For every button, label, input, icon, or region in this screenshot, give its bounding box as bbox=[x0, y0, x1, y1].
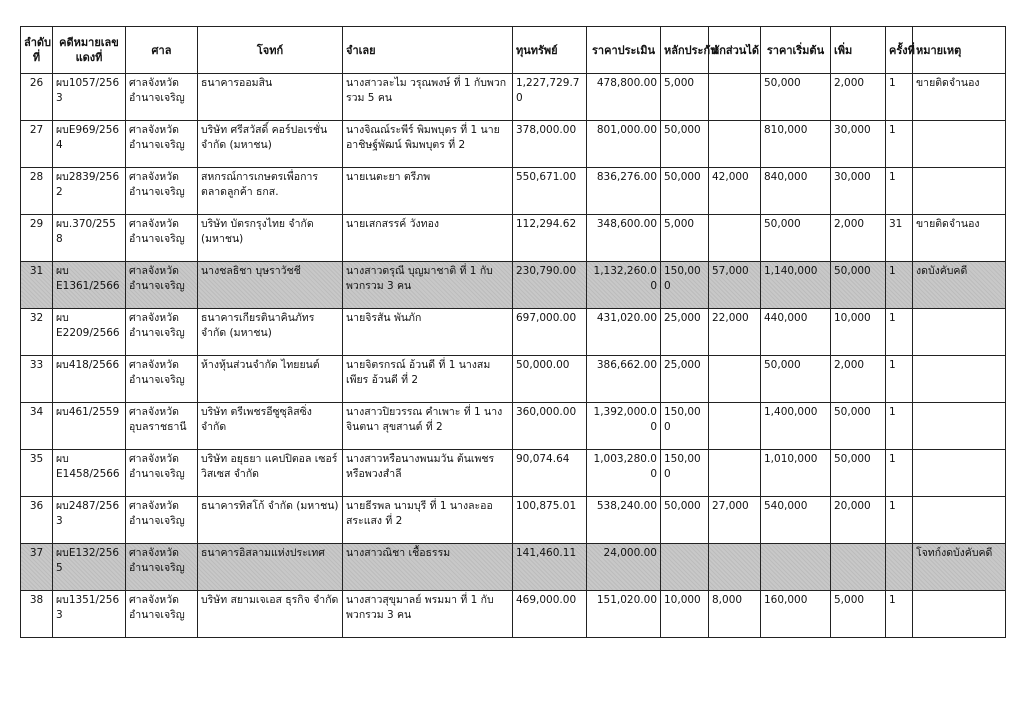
row-round bbox=[886, 544, 913, 591]
row-plaintiff: สหกรณ์การเกษตรเพื่อการตลาดลูกค้า ธกส. bbox=[198, 168, 343, 215]
row-note bbox=[913, 356, 1006, 403]
row-appraisal: 431,020.00 bbox=[587, 309, 661, 356]
row-start-price: 50,000 bbox=[761, 74, 831, 121]
row-plaintiff: บริษัท อยุธยา แคปปิตอล เซอร์วิสเซส จำกัด bbox=[198, 450, 343, 497]
row-note bbox=[913, 591, 1006, 638]
row-round: 1 bbox=[886, 121, 913, 168]
row-case-number: ผบ1057/2563 bbox=[53, 74, 126, 121]
row-deduct bbox=[709, 403, 761, 450]
row-plaintiff: ห้างหุ้นส่วนจำกัด ไทยยนต์ bbox=[198, 356, 343, 403]
row-defendant: นางสาวปิยวรรณ คำเพาะ ที่ 1 นางจินตนา สุขสานต์ ที่ 2 bbox=[343, 403, 513, 450]
auction-table-sheet bbox=[20, 26, 1005, 638]
row-no: 29 bbox=[21, 215, 53, 262]
table-row bbox=[21, 215, 1006, 262]
row-no: 32 bbox=[21, 309, 53, 356]
header-appraisal: ราคาประเมิน bbox=[587, 27, 661, 74]
row-increment bbox=[831, 544, 886, 591]
row-capital: 697,000.00 bbox=[513, 309, 587, 356]
row-plaintiff: ธนาคารเกียรตินาคินภัทร จำกัด (มหาชน) bbox=[198, 309, 343, 356]
row-appraisal: 1,003,280.00 bbox=[587, 450, 661, 497]
row-plaintiff: บริษัท ศรีสวัสดิ์ คอร์ปอเรชั่น จำกัด (มหาชน) bbox=[198, 121, 343, 168]
row-court: ศาลจังหวัดอำนาจเจริญ bbox=[126, 74, 198, 121]
row-round: 1 bbox=[886, 591, 913, 638]
table-row bbox=[21, 356, 1006, 403]
row-case-number: ผบ2487/2563 bbox=[53, 497, 126, 544]
row-appraisal: 1,392,000.00 bbox=[587, 403, 661, 450]
row-court: ศาลจังหวัดอำนาจเจริญ bbox=[126, 215, 198, 262]
row-deduct bbox=[709, 544, 761, 591]
row-deposit: 10,000 bbox=[661, 591, 709, 638]
row-no: 35 bbox=[21, 450, 53, 497]
row-case-number: ผบ418/2566 bbox=[53, 356, 126, 403]
row-start-price: 1,400,000 bbox=[761, 403, 831, 450]
header-capital: ทุนทรัพย์ bbox=[513, 27, 587, 74]
row-capital: 100,875.01 bbox=[513, 497, 587, 544]
table-row bbox=[21, 591, 1006, 638]
row-court: ศาลจังหวัดอำนาจเจริญ bbox=[126, 168, 198, 215]
row-defendant: นางสาวละไม วรุณพงษ์ ที่ 1 กับพวกรวม 5 คน bbox=[343, 74, 513, 121]
row-start-price: 810,000 bbox=[761, 121, 831, 168]
row-court: ศาลจังหวัดอำนาจเจริญ bbox=[126, 591, 198, 638]
row-deposit: 25,000 bbox=[661, 356, 709, 403]
header-deduct: หักส่วนได้ bbox=[709, 27, 761, 74]
row-deposit: 50,000 bbox=[661, 168, 709, 215]
row-appraisal: 801,000.00 bbox=[587, 121, 661, 168]
row-court: ศาลจังหวัดอำนาจเจริญ bbox=[126, 262, 198, 309]
row-deposit bbox=[661, 544, 709, 591]
row-start-price: 1,140,000 bbox=[761, 262, 831, 309]
header-plaintiff: โจทก์ bbox=[198, 27, 343, 74]
header-case: คดีหมายเลขแดงที่ bbox=[53, 27, 126, 74]
row-note bbox=[913, 121, 1006, 168]
row-round: 1 bbox=[886, 497, 913, 544]
row-deduct: 22,000 bbox=[709, 309, 761, 356]
row-defendant: นายเสกสรรค์ วังทอง bbox=[343, 215, 513, 262]
row-no: 38 bbox=[21, 591, 53, 638]
row-plaintiff: บริษัท สยามเจเอส ธุรกิจ จำกัด bbox=[198, 591, 343, 638]
row-start-price: 50,000 bbox=[761, 215, 831, 262]
row-note: ขายติดจำนอง bbox=[913, 215, 1006, 262]
row-no: 34 bbox=[21, 403, 53, 450]
row-court: ศาลจังหวัดอำนาจเจริญ bbox=[126, 544, 198, 591]
row-case-number: ผบ E1458/2566 bbox=[53, 450, 126, 497]
row-defendant: นางสาวสุขุมาลย์ พรมมา ที่ 1 กับพวกรวม 3 คน bbox=[343, 591, 513, 638]
row-deposit: 150,000 bbox=[661, 403, 709, 450]
row-plaintiff: ธนาคารอิสลามแห่งประเทศ bbox=[198, 544, 343, 591]
row-capital: 141,460.11 bbox=[513, 544, 587, 591]
row-round: 31 bbox=[886, 215, 913, 262]
row-increment: 10,000 bbox=[831, 309, 886, 356]
row-court: ศาลจังหวัดอำนาจเจริญ bbox=[126, 497, 198, 544]
table-row bbox=[21, 309, 1006, 356]
table-row bbox=[21, 450, 1006, 497]
row-no: 27 bbox=[21, 121, 53, 168]
row-round: 1 bbox=[886, 356, 913, 403]
row-start-price: 840,000 bbox=[761, 168, 831, 215]
row-appraisal: 24,000.00 bbox=[587, 544, 661, 591]
row-appraisal: 538,240.00 bbox=[587, 497, 661, 544]
row-defendant: นางสาวณิชา เชื้อธรรม bbox=[343, 544, 513, 591]
row-deduct bbox=[709, 450, 761, 497]
row-capital: 90,074.64 bbox=[513, 450, 587, 497]
row-defendant: นายจิรสัน พันภัก bbox=[343, 309, 513, 356]
row-note bbox=[913, 450, 1006, 497]
row-defendant: นางสาวหรือนางพนมวัน ต้นเพชร หรือพวงสำลี bbox=[343, 450, 513, 497]
row-start-price: 440,000 bbox=[761, 309, 831, 356]
row-appraisal: 1,132,260.00 bbox=[587, 262, 661, 309]
row-no: 26 bbox=[21, 74, 53, 121]
row-court: ศาลจังหวัดอำนาจเจริญ bbox=[126, 356, 198, 403]
header-increment: เพิ่ม bbox=[831, 27, 886, 74]
row-no: 36 bbox=[21, 497, 53, 544]
row-case-number: ผบ E2209/2566 bbox=[53, 309, 126, 356]
row-case-number: ผบE969/2564 bbox=[53, 121, 126, 168]
row-court: ศาลจังหวัดอุบลราชธานี bbox=[126, 403, 198, 450]
row-deduct: 57,000 bbox=[709, 262, 761, 309]
row-capital: 469,000.00 bbox=[513, 591, 587, 638]
row-note: โจทก์งดบังคับคดี bbox=[913, 544, 1006, 591]
row-increment: 2,000 bbox=[831, 215, 886, 262]
row-appraisal: 836,276.00 bbox=[587, 168, 661, 215]
row-note bbox=[913, 168, 1006, 215]
row-start-price: 1,010,000 bbox=[761, 450, 831, 497]
table-row bbox=[21, 497, 1006, 544]
table-header-row bbox=[21, 27, 1006, 74]
row-case-number: ผบ.370/2558 bbox=[53, 215, 126, 262]
row-increment: 2,000 bbox=[831, 356, 886, 403]
row-note bbox=[913, 497, 1006, 544]
row-increment: 5,000 bbox=[831, 591, 886, 638]
table-row bbox=[21, 121, 1006, 168]
row-round: 1 bbox=[886, 403, 913, 450]
row-increment: 50,000 bbox=[831, 450, 886, 497]
row-appraisal: 151,020.00 bbox=[587, 591, 661, 638]
row-deposit: 150,000 bbox=[661, 450, 709, 497]
row-deduct bbox=[709, 121, 761, 168]
row-increment: 2,000 bbox=[831, 74, 886, 121]
row-deduct: 42,000 bbox=[709, 168, 761, 215]
row-defendant: นางสาวดรุณี บุญมาชาติ ที่ 1 กับพวกรวม 3 คน bbox=[343, 262, 513, 309]
row-round: 1 bbox=[886, 74, 913, 121]
row-start-price: 50,000 bbox=[761, 356, 831, 403]
row-case-number: ผบ2839/2562 bbox=[53, 168, 126, 215]
row-deposit: 50,000 bbox=[661, 497, 709, 544]
row-defendant: นางจิณณ์ระพีร์ พิมพบุตร ที่ 1 นายอาชิษฐ์พัฒน์ พิมพบุตร ที่ 2 bbox=[343, 121, 513, 168]
row-deduct: 27,000 bbox=[709, 497, 761, 544]
row-defendant: นายจิตรกรณ์ อ้วนดี ที่ 1 นางสมเพียร อ้วนดี ที่ 2 bbox=[343, 356, 513, 403]
header-round: ครั้งที่ bbox=[886, 27, 913, 74]
header-deposit: หลักประกัน bbox=[661, 27, 709, 74]
row-appraisal: 478,800.00 bbox=[587, 74, 661, 121]
row-capital: 378,000.00 bbox=[513, 121, 587, 168]
row-start-price: 540,000 bbox=[761, 497, 831, 544]
row-increment: 30,000 bbox=[831, 168, 886, 215]
row-increment: 30,000 bbox=[831, 121, 886, 168]
header-no: ลำดับที่ bbox=[21, 27, 53, 74]
row-plaintiff: บริษัท ตรีเพชรอีซูซุลิสซิ่ง จำกัด bbox=[198, 403, 343, 450]
table-body bbox=[21, 74, 1006, 638]
row-capital: 112,294.62 bbox=[513, 215, 587, 262]
header-note: หมายเหตุ bbox=[913, 27, 1006, 74]
row-no: 37 bbox=[21, 544, 53, 591]
row-no: 31 bbox=[21, 262, 53, 309]
row-deposit: 5,000 bbox=[661, 74, 709, 121]
table-row bbox=[21, 544, 1006, 591]
row-deposit: 50,000 bbox=[661, 121, 709, 168]
row-note bbox=[913, 309, 1006, 356]
row-appraisal: 386,662.00 bbox=[587, 356, 661, 403]
row-round: 1 bbox=[886, 309, 913, 356]
row-start-price: 160,000 bbox=[761, 591, 831, 638]
row-start-price bbox=[761, 544, 831, 591]
header-defendant: จำเลย bbox=[343, 27, 513, 74]
row-case-number: ผบE132/2565 bbox=[53, 544, 126, 591]
row-note: งดบังคับคดี bbox=[913, 262, 1006, 309]
row-capital: 50,000.00 bbox=[513, 356, 587, 403]
row-deduct: 8,000 bbox=[709, 591, 761, 638]
row-capital: 230,790.00 bbox=[513, 262, 587, 309]
row-case-number: ผบ1351/2563 bbox=[53, 591, 126, 638]
row-note bbox=[913, 403, 1006, 450]
row-deposit: 5,000 bbox=[661, 215, 709, 262]
row-round: 1 bbox=[886, 168, 913, 215]
row-round: 1 bbox=[886, 450, 913, 497]
row-no: 28 bbox=[21, 168, 53, 215]
header-court: ศาล bbox=[126, 27, 198, 74]
row-no: 33 bbox=[21, 356, 53, 403]
row-defendant: นายธีรพล นามบุรี ที่ 1 นางละออ สระแสง ที่ 2 bbox=[343, 497, 513, 544]
row-deduct bbox=[709, 356, 761, 403]
row-note: ขายติดจำนอง bbox=[913, 74, 1006, 121]
row-increment: 50,000 bbox=[831, 262, 886, 309]
row-deposit: 150,000 bbox=[661, 262, 709, 309]
row-deposit: 25,000 bbox=[661, 309, 709, 356]
row-case-number: ผบ461/2559 bbox=[53, 403, 126, 450]
row-plaintiff: ธนาคารทิสโก้ จำกัด (มหาชน) bbox=[198, 497, 343, 544]
row-plaintiff: ธนาคารออมสิน bbox=[198, 74, 343, 121]
row-court: ศาลจังหวัดอำนาจเจริญ bbox=[126, 309, 198, 356]
row-round: 1 bbox=[886, 262, 913, 309]
table-row bbox=[21, 74, 1006, 121]
row-court: ศาลจังหวัดอำนาจเจริญ bbox=[126, 121, 198, 168]
row-appraisal: 348,600.00 bbox=[587, 215, 661, 262]
row-capital: 1,227,729.70 bbox=[513, 74, 587, 121]
row-capital: 360,000.00 bbox=[513, 403, 587, 450]
row-increment: 50,000 bbox=[831, 403, 886, 450]
row-plaintiff: นางชลธิชา บุษราวัชชี bbox=[198, 262, 343, 309]
row-deduct bbox=[709, 74, 761, 121]
row-defendant: นายเนตะยา ตรีภพ bbox=[343, 168, 513, 215]
row-plaintiff: บริษัท บัตรกรุงไทย จำกัด (มหาชน) bbox=[198, 215, 343, 262]
table-row bbox=[21, 168, 1006, 215]
row-case-number: ผบ E1361/2566 bbox=[53, 262, 126, 309]
row-court: ศาลจังหวัดอำนาจเจริญ bbox=[126, 450, 198, 497]
auction-table bbox=[20, 26, 1006, 638]
row-increment: 20,000 bbox=[831, 497, 886, 544]
table-row bbox=[21, 262, 1006, 309]
row-capital: 550,671.00 bbox=[513, 168, 587, 215]
table-row bbox=[21, 403, 1006, 450]
header-start-price: ราคาเริ่มต้น bbox=[761, 27, 831, 74]
row-deduct bbox=[709, 215, 761, 262]
